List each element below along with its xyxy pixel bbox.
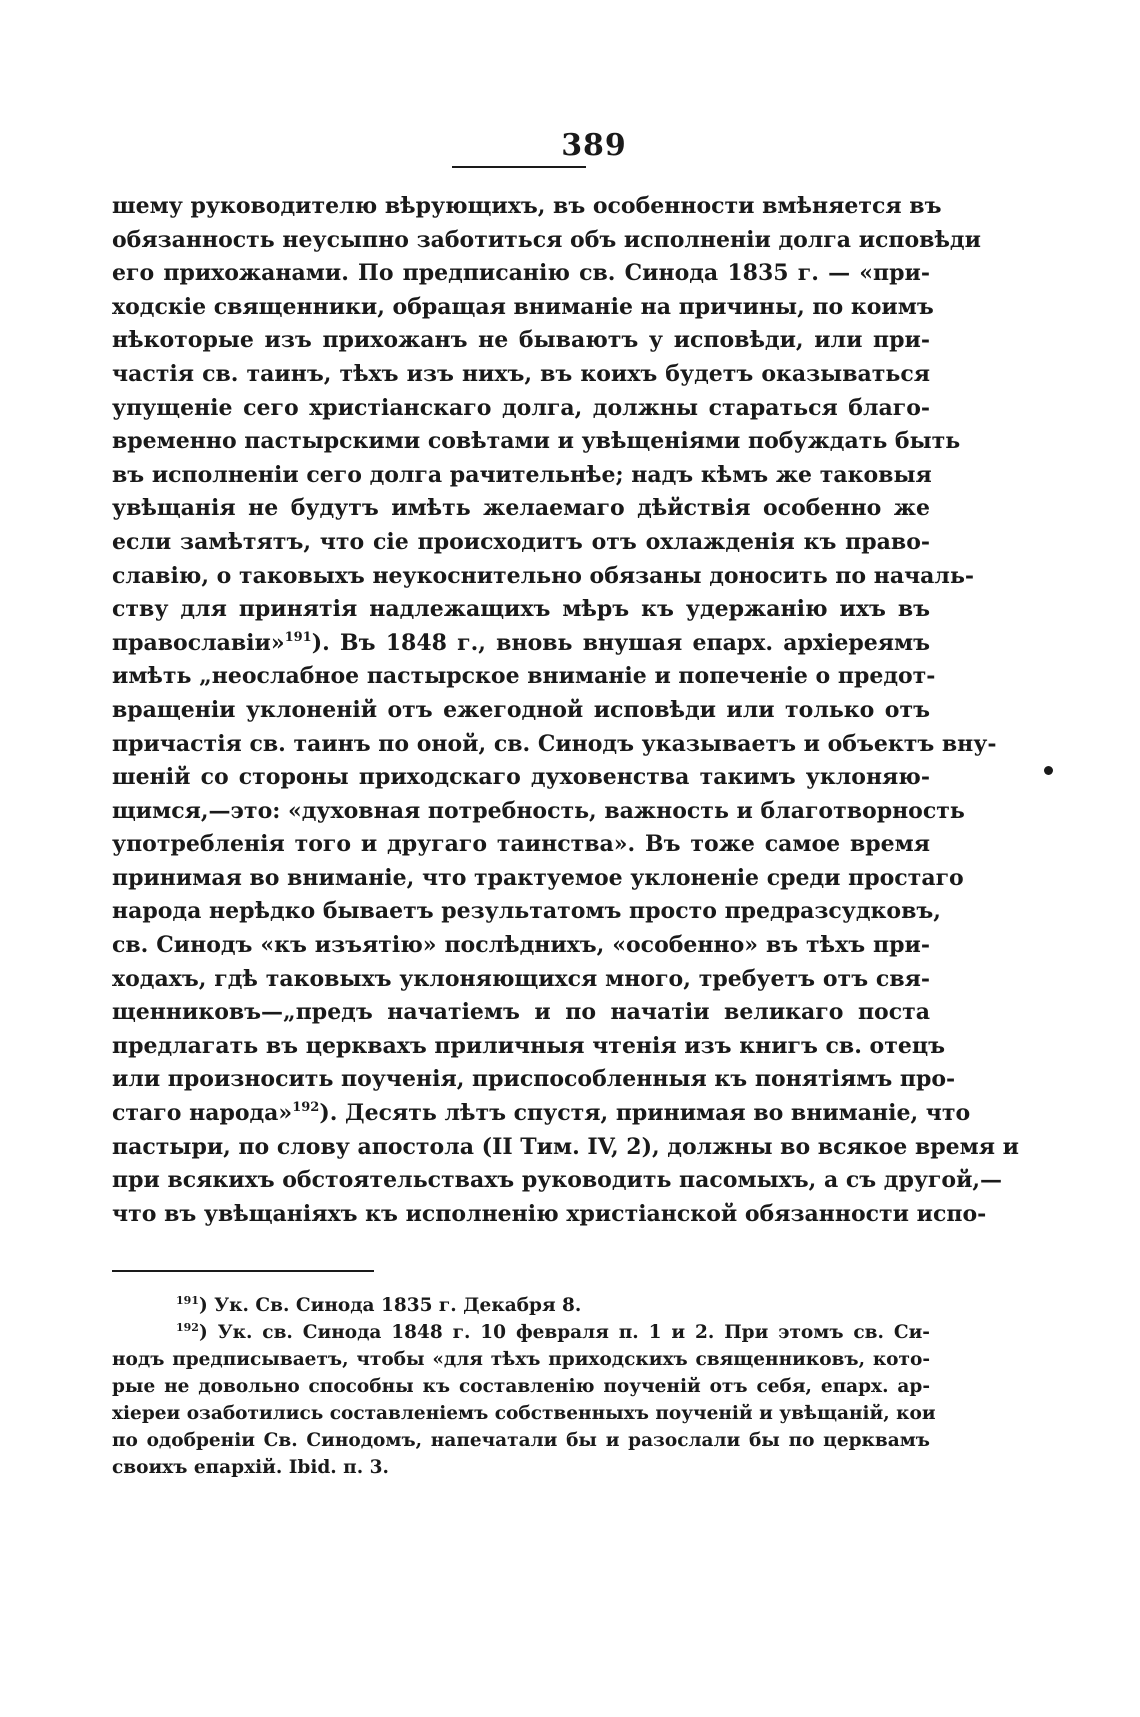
body-line: ству для принятія надлежащихъ мѣръ къ удержанію ихъ въ [112,596,930,623]
footnote-line: $^{192}$) Ук. св. Синода 1848 г. 10 февраля п. 1 и 2. При этомъ св. Си- [176,1321,930,1343]
page-number-rule [452,166,586,168]
body-line: св. Синодъ «къ изъятію» послѣднихъ, «особенно» въ тѣхъ при- [112,932,930,959]
footnote-number: 191 [176,1294,199,1307]
footnote-separator [112,1270,374,1272]
footnote-line: рые не довольно способны къ составленію поученій отъ себя, епарх. ар- [112,1376,930,1397]
body-line: православіи»$^{191}$). Въ 1848 г., вновь внушая епарх. архіереямъ [112,629,930,656]
body-line: шему руководителю вѣрующихъ, въ особенности вмѣняется въ [112,193,942,219]
body-line: если замѣтятъ, что сіе происходитъ отъ охлажденія къ право- [112,528,930,555]
page-number: 389 [561,128,627,163]
footnote-line: нодъ предписываетъ, чтобы «для тѣхъ приходскихъ священниковъ, кото- [112,1349,930,1370]
body-line: обязанность неусыпно заботиться объ исполненіи долга исповѣди [112,226,981,253]
body-line: въ исполненіи сего долга рачительнѣе; надъ кѣмъ же таковыя [112,461,932,488]
body-line: щимся,—это: «духовная потребность, важность и благотворность [112,797,965,824]
body-line: временно пастырскими совѣтами и увѣщеніями побуждать быть [112,428,961,455]
body-line: что въ увѣщаніяхъ къ исполненію христіанской обязанности испо- [112,1200,987,1227]
footnote-ref: 191 [284,629,312,645]
body-line: или произносить поученія, приспособленныя къ понятіямъ про- [112,1066,956,1093]
body-line: пастыри, по слову апостола (II Тим. IV, 2), должны во всякое время и [112,1133,1019,1160]
body-line: народа нерѣдко бываетъ результатомъ просто предразсудковъ, [112,898,941,925]
footnote-line: по одобреніи Св. Синодомъ, напечатали бы и разослали бы по церквамъ [112,1430,930,1451]
footnote-ref: 192 [292,1100,320,1116]
body-line: нѣкоторые изъ прихожанъ не бываютъ у исповѣди, или при- [112,327,930,354]
body-line: ходскіе священники, обращая вниманіе на причины, по коимъ [112,293,934,320]
body-line: причастія св. таинъ по оной, св. Синодъ указываетъ и объектъ вну- [112,730,997,757]
footnote-number: 192 [176,1321,199,1334]
body-text [112,190,1019,1231]
body-line: ходахъ, гдѣ таковыхъ уклоняющихся много, требуетъ отъ свя- [112,965,930,992]
print-speck [1044,766,1053,775]
footnote-line: $^{191}$) Ук. Св. Синода 1835 г. Декабря 8. [176,1294,582,1316]
body-line: вращеніи уклоненій отъ ежегодной исповѣди или только отъ [112,696,930,723]
body-line: частія св. таинъ, тѣхъ изъ нихъ, въ коихъ будетъ оказываться [112,360,930,387]
body-line: предлагать въ церквахъ приличныя чтенія изъ книгъ св. отецъ [112,1032,945,1059]
body-line: шеній со стороны приходскаго духовенства такимъ уклоняю- [112,764,930,791]
body-line: увѣщанія не будутъ имѣть желаемаго дѣйствія особенно же [112,495,930,522]
body-line: принимая во вниманіе, что трактуемое уклоненіе среди простаго [112,864,964,891]
footnote-line: своихъ епархій. Ibid. п. 3. [112,1457,389,1478]
body-line: при всякихъ обстоятельствахъ руководить пасомыхъ, а съ другой,— [112,1167,1003,1194]
body-line: его прихожанами. По предписанію св. Синода 1835 г. — «при- [112,260,930,287]
footnote-line: хіереи озаботились составленіемъ собственныхъ поученій и увѣщаній, кои [112,1403,936,1424]
body-line: имѣть „неослабное пастырское вниманіе и попеченіе о предот- [112,663,936,690]
body-line: употребленія того и другаго таинства». Въ тоже самое время [112,831,930,858]
body-line: стаго народа»$^{192}$). Десять лѣтъ спустя, принимая во вниманіе, что [112,1100,971,1127]
body-line: упущеніе сего христіанскаго долга, должны стараться благо- [112,394,930,421]
body-line: щенниковъ—„предъ начатіемъ и по начатіи великаго поста [112,999,930,1026]
body-line: славію, о таковыхъ неукоснительно обязаны доносить по началь- [112,562,975,589]
footnotes [112,1292,936,1481]
